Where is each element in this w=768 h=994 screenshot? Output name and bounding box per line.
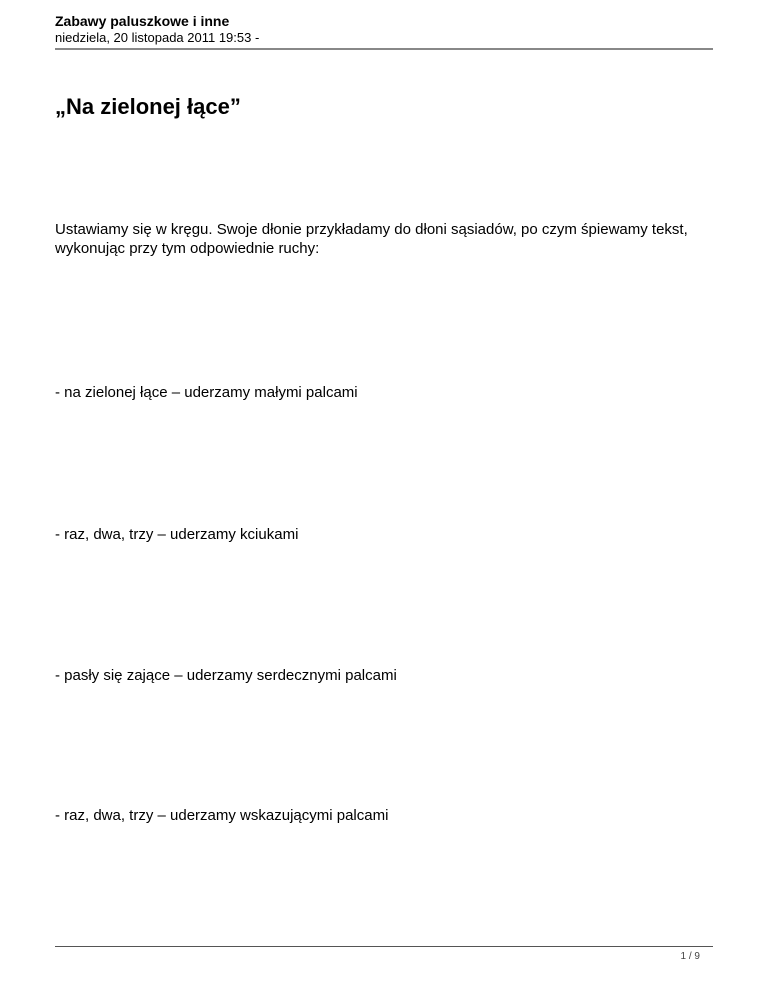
header-divider [55,48,713,50]
site-title: Zabawy paluszkowe i inne [55,13,230,29]
page-number: 1 / 9 [680,951,700,962]
lyric-line-3: - pasły się zające – uderzamy serdecznymi palcami [55,667,397,684]
footer-divider [55,946,713,947]
lyric-line-1: - na zielonej łące – uderzamy małymi palcami [55,384,358,401]
page-header [55,13,713,46]
article-title: „Na zielonej łące” [55,94,241,119]
lyric-line-4: - raz, dwa, trzy – uderzamy wskazującymi palcami [55,807,389,824]
lyric-line-2: - raz, dwa, trzy – uderzamy kciukami [55,526,299,543]
post-date: niedziela, 20 listopada 2011 19:53 - [55,30,260,45]
intro-paragraph: Ustawiamy się w kręgu. Swoje dłonie przykładamy do dłoni sąsiadów, po czym śpiewamy tekst, wykonując przy tym odpowiednie ruchy: [55,221,688,257]
